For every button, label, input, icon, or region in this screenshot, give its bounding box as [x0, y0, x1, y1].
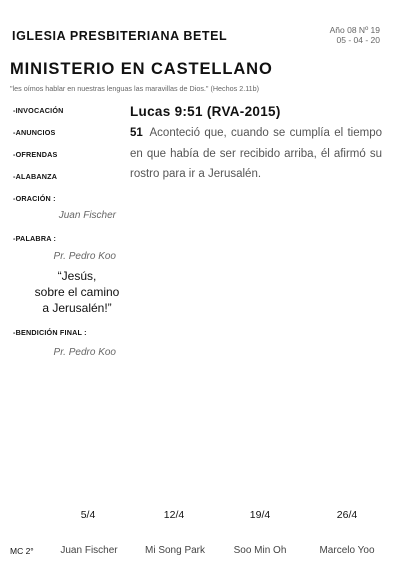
schedule-name: Soo Min Oh — [233, 545, 287, 556]
schedule-date: 26/4 — [336, 509, 358, 521]
verse-text: Aconteció que, cuando se cumplía el tiempo en que había de ser recibido arriba, él afirmó su rostro para ir a Jerusalén. — [130, 127, 382, 180]
sermon-title-line-1: “Jesús, — [57, 269, 97, 283]
order-item-palabra: -PALABRA : — [13, 234, 57, 243]
schedule-name: Marcelo Yoo — [319, 545, 375, 556]
issue-date: 05 - 04 - 20 — [336, 35, 380, 45]
order-item-invocacion: -INVOCACIÓN — [13, 106, 64, 115]
schedule-date: 19/4 — [249, 509, 271, 521]
issue-number: Año 08 Nº 19 — [329, 25, 380, 35]
schedule-label: MC 2° — [10, 546, 34, 556]
verse-number: 51 — [130, 127, 143, 139]
bendicion-person: Pr. Pedro Koo — [53, 347, 116, 358]
palabra-person: Pr. Pedro Koo — [53, 251, 116, 262]
sermon-title-line-3: a Jerusalén!” — [42, 301, 112, 315]
schedule-date: 5/4 — [80, 509, 96, 521]
sermon-title — [23, 268, 131, 316]
sermon-title-line-2: sobre el camino — [34, 285, 120, 299]
passage-reference: Lucas 9:51 (RVA-2015) — [130, 104, 281, 119]
oracion-person: Juan Fischer — [58, 210, 116, 221]
order-item-ofrendas: -OFRENDAS — [13, 150, 58, 159]
schedule-name: Juan Fischer — [60, 545, 118, 556]
schedule-date: 12/4 — [163, 509, 185, 521]
ministry-title: MINISTERIO EN CASTELLANO — [10, 60, 273, 78]
order-item-oracion: -ORACIÓN : — [13, 194, 56, 203]
church-name: IGLESIA PRESBITERIANA BETEL — [12, 29, 228, 43]
bible-passage — [130, 104, 382, 185]
ministry-motto: "les oímos hablar en nuestras lenguas las maravillas de Dios." (Hechos 2.11b) — [10, 84, 260, 93]
issue-info — [330, 25, 380, 45]
passage-verse — [130, 123, 382, 185]
schedule-name: Mi Song Park — [144, 545, 206, 556]
order-item-alabanza: -ALABANZA — [13, 172, 58, 181]
order-item-anuncios: -ANUNCIOS — [13, 128, 56, 137]
order-item-bendicion: -BENDICIÓN FINAL : — [13, 328, 87, 337]
schedule-names — [0, 545, 402, 559]
schedule-dates — [0, 509, 402, 523]
